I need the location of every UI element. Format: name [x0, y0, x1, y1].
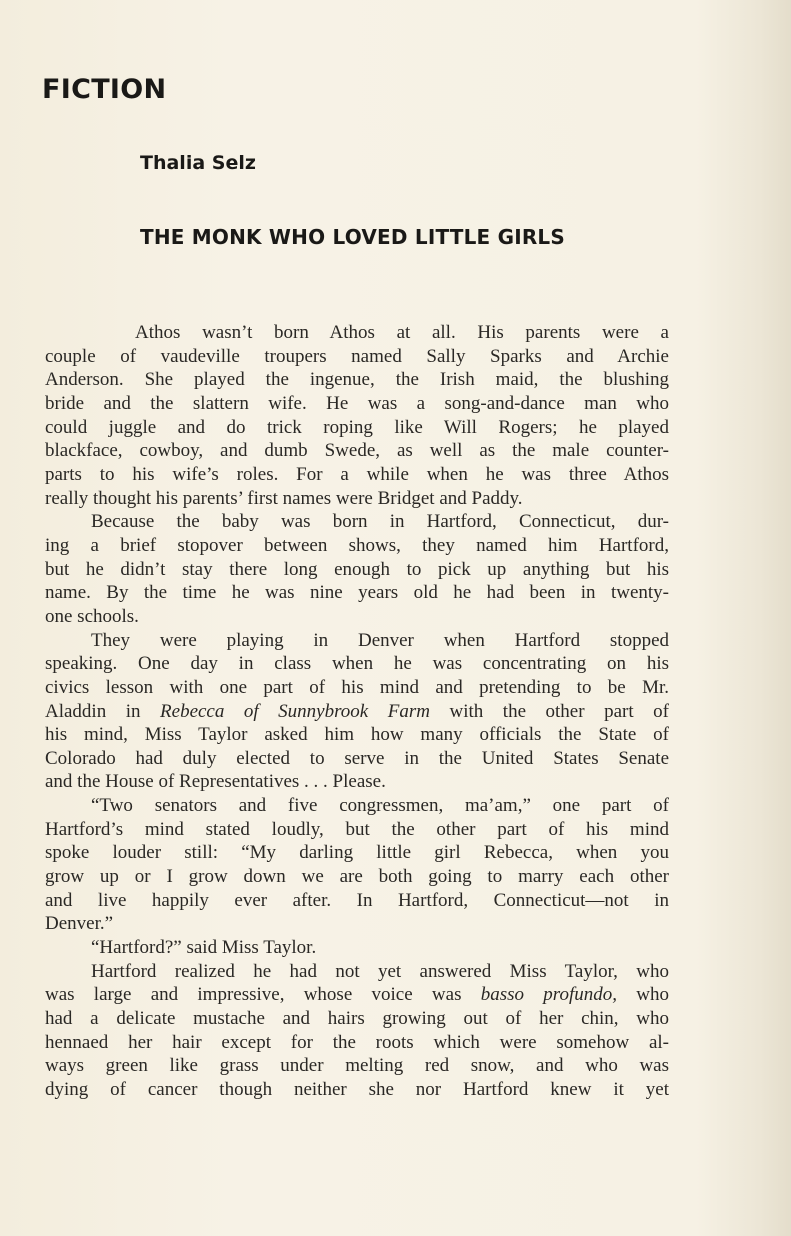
text-span: with the other part of	[429, 700, 669, 722]
text-line: could juggle and do trick roping like Will Rogers; he played	[45, 416, 669, 438]
text-line: had a delicate mustache and hairs growing out of her chin, who	[45, 1008, 669, 1030]
paragraph	[45, 936, 669, 960]
text-line: They were playing in Denver when Hartford stopped	[91, 629, 669, 651]
text-line: civics lesson with one part of his mind and pretending to be Mr.	[45, 676, 669, 698]
text-line: couple of vaudeville troupers named Sally Sparks and Archie	[45, 345, 669, 367]
paragraph	[45, 629, 669, 795]
text-line: grow up or I grow down we are both going to marry each other	[45, 866, 669, 888]
text-line: hennaed her hair except for the roots which were somehow al-	[45, 1031, 669, 1053]
text-line: ing a brief stopover between shows, they named him Hartford,	[45, 534, 669, 556]
text-line: his mind, Miss Taylor asked him how many officials the State of	[45, 724, 669, 746]
author-name: Thalia Selz	[140, 152, 256, 174]
text-line: bride and the slattern wife. He was a song-and-dance man who	[45, 392, 669, 414]
story-title: THE MONK WHO LOVED LITTLE GIRLS	[140, 225, 565, 249]
text-line: and live happily ever after. In Hartford, Connecticut—not in	[45, 889, 669, 911]
text-line: speaking. One day in class when he was concentrating on his	[45, 653, 669, 675]
text-line: Hartford realized he had not yet answered Miss Taylor, who	[91, 960, 669, 982]
paragraph	[45, 321, 669, 510]
text-line: Colorado had duly elected to serve in the United States Senate	[45, 747, 669, 769]
text-line: dying of cancer though neither she nor Hartford knew it yet	[45, 1079, 669, 1100]
text-line: ways green like grass under melting red snow, and who was	[45, 1055, 669, 1077]
text-span: was large and impressive, whose voice was	[45, 984, 481, 1006]
text-line: Denver.”	[45, 913, 114, 935]
text-line: one schools.	[45, 605, 139, 627]
text-line: “Two senators and five congressmen, ma’am,” one part of	[91, 795, 669, 817]
text-span: Aladdin in	[45, 700, 161, 722]
text-line: blackface, cowboy, and dumb Swede, as well as the male counter-	[45, 440, 669, 462]
text-line: really thought his parents’ first names were Bridget and Paddy.	[45, 487, 523, 509]
text-line: “Hartford?” said Miss Taylor.	[91, 937, 317, 959]
paragraph	[45, 960, 669, 1102]
paragraph	[45, 794, 669, 936]
text-line: but he didn’t stay there long enough to pick up anything but his	[45, 558, 669, 580]
text-line	[45, 700, 669, 724]
story-body	[45, 321, 669, 1102]
book-title: Rebecca of Sunnybrook Farm	[160, 700, 430, 722]
paragraph	[45, 510, 669, 628]
text-line: Hartford’s mind stated loudly, but the other part of his mind	[45, 818, 669, 840]
text-line	[45, 983, 669, 1007]
text-line: parts to his wife’s roles. For a while when he was three Athos	[45, 463, 669, 485]
text-line: and the House of Representatives . . . Please.	[45, 771, 386, 793]
text-line: Anderson. She played the ingenue, the Irish maid, the blushing	[45, 369, 669, 391]
text-line: Athos wasn’t born Athos at all. His parents were a	[135, 322, 669, 343]
italic-phrase: basso profundo,	[480, 984, 617, 1006]
text-line: spoke louder still: “My darling little girl Rebecca, when you	[45, 842, 669, 864]
text-line: Because the baby was born in Hartford, Connecticut, dur-	[91, 511, 669, 533]
text-span: who	[617, 984, 669, 1006]
text-line: name. By the time he was nine years old he had been in twenty-	[45, 582, 669, 604]
section-heading: FICTION	[42, 74, 167, 105]
